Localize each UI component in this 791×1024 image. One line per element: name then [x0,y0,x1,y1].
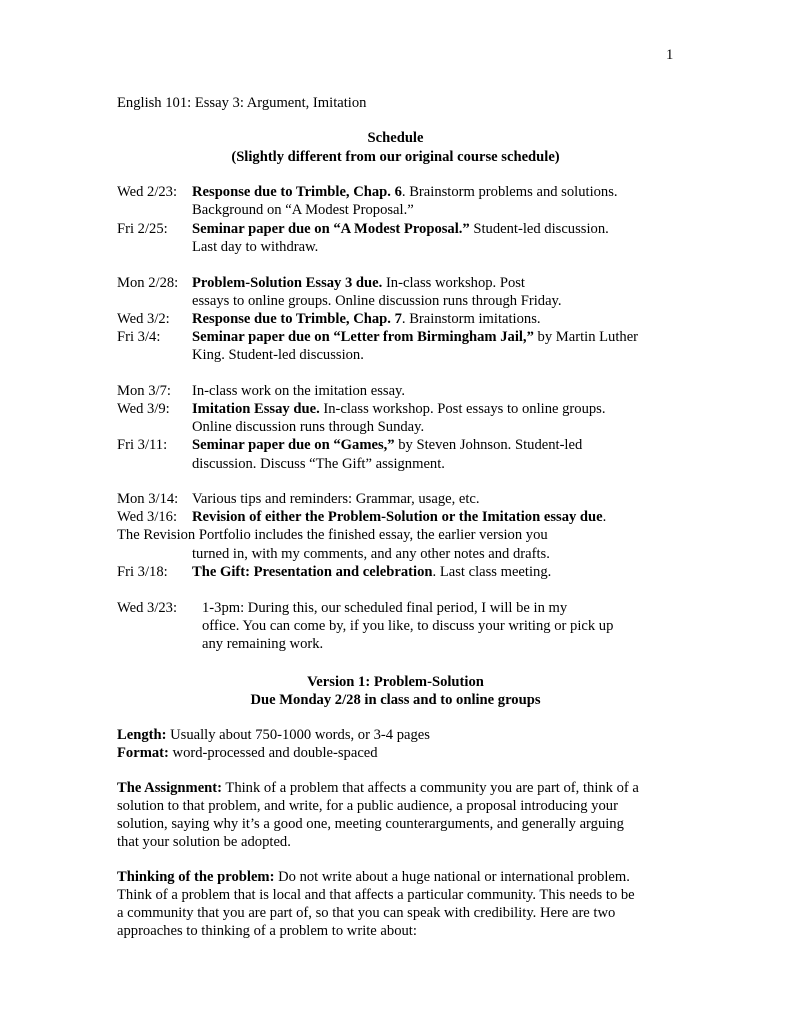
schedule-text-bold: The Gift: Presentation and celebration [192,564,433,580]
schedule-subtitle: (Slightly different from our original course schedule) [231,149,560,165]
schedule-text-plain: Student-led discussion. [469,221,609,237]
schedule-text-bold: Seminar paper due on “Games,” [192,437,395,453]
schedule-date: Mon 3/7: [117,383,171,399]
version-subtitle: Due Monday 2/28 in class and to online groups [250,692,541,708]
assignment-line-3: solution, saying why it’s a good one, meeting counterarguments, and generally arguing [117,816,624,832]
schedule-text-plain: In-class workshop. Post [382,275,525,291]
schedule-date: Wed 2/23: [117,184,178,200]
schedule-text [202,617,613,635]
schedule-text-plain: In-class workshop. Post essays to online groups. [319,401,606,417]
schedule-text-bold: Problem-Solution Essay 3 due. [192,275,383,291]
schedule-text-plain: by Martin Luther [533,329,639,345]
version-title: Version 1: Problem-Solution [307,674,484,690]
schedule-text [192,436,582,454]
schedule-text-plain: turned in, with my comments, and any other notes and drafts. [192,546,550,562]
thinking-line-1 [117,868,630,886]
length-line [117,726,430,744]
schedule-text-plain: King. Student-led discussion. [192,347,364,363]
schedule-date: Fri 3/11: [117,437,168,453]
schedule-text-plain: discussion. Discuss “The Gift” assignment. [192,456,445,472]
schedule-text-plain: office. You can come by, if you like, to discuss your writing or pick up [202,618,614,634]
schedule-date: Fri 3/18: [117,564,168,580]
schedule-text-bold: Response due to Trimble, Chap. 7 [192,311,402,327]
schedule-text [192,455,445,473]
schedule-text [192,201,414,219]
length-text: Usually about 750-1000 words, or 3-4 pages [166,727,430,743]
schedule-date: Mon 3/14: [117,491,179,507]
schedule-text [192,328,638,346]
schedule-text-plain: Background on “A Modest Proposal.” [192,202,414,218]
schedule-text [202,635,323,653]
schedule-text-plain: . Brainstorm problems and solutions. [401,184,618,200]
schedule-text-plain: Various tips and reminders: Grammar, usage, etc. [192,491,480,507]
schedule-text [192,220,609,238]
schedule-text-bold: Seminar paper due on “Letter from Birmingham Jail,” [192,329,534,345]
page-number: 1 [666,47,674,63]
schedule-date: Mon 2/28: [117,275,179,291]
schedule-text [192,490,480,508]
assignment-line-1 [117,779,639,797]
schedule-text [192,418,424,436]
schedule-date: Fri 2/25: [117,221,168,237]
assignment-line-2: solution to that problem, and write, for a public audience, a proposal introducing your [117,798,618,814]
assignment-label: The Assignment: [117,780,223,796]
schedule-text-plain: The Revision Portfolio includes the finished essay, the earlier version you [117,527,548,543]
schedule-text-plain: by Steven Johnson. Student-led [394,437,583,453]
schedule-text-plain: In-class work on the imitation essay. [192,383,406,399]
format-label: Format: [117,745,169,761]
schedule-text-plain: any remaining work. [202,636,324,652]
schedule-text-plain: Online discussion runs through Sunday. [192,419,425,435]
schedule-text-plain: . Last class meeting. [432,564,552,580]
schedule-date: Wed 3/9: [117,401,170,417]
schedule-text [192,183,618,201]
thinking-text: Do not write about a huge national or international problem. [274,869,630,885]
schedule-text-plain: Last day to withdraw. [192,239,319,255]
assignment-text: Think of a problem that affects a community you are part of, think of a [222,780,639,796]
schedule-text [192,400,606,418]
schedule-text [192,346,364,364]
schedule-text [192,563,551,581]
schedule-text [192,545,550,563]
thinking-line-2: Think of a problem that is local and that affects a particular community. This needs to be [117,887,635,903]
schedule-text-plain: . [602,509,607,525]
schedule-text [192,292,562,310]
schedule-text-plain: . Brainstorm imitations. [401,311,541,327]
schedule-date: Wed 3/16: [117,509,178,525]
schedule-text [192,508,606,526]
schedule-text [192,382,405,400]
document-header: English 101: Essay 3: Argument, Imitation [117,95,367,111]
length-label: Length: [117,727,167,743]
schedule-text-bold: Seminar paper due on “A Modest Proposal.” [192,221,470,237]
schedule-date: Wed 3/23: [117,600,178,616]
format-text: word-processed and double-spaced [168,745,378,761]
schedule-text [117,526,548,544]
schedule-text-plain: 1-3pm: During this, our scheduled final period, I will be in my [202,600,568,616]
assignment-line-4: that your solution be adopted. [117,834,291,850]
schedule-text [192,238,318,256]
schedule-text [192,310,541,328]
schedule-text-bold: Revision of either the Problem-Solution or the Imitation essay due [192,509,603,525]
schedule-text [192,274,525,292]
schedule-title: Schedule [367,130,424,146]
format-line [117,744,378,762]
thinking-line-3: a community that you are part of, so that you can speak with credibility. Here are two [117,905,616,921]
schedule-date: Fri 3/4: [117,329,161,345]
schedule-text [202,599,567,617]
schedule-text-bold: Imitation Essay due. [192,401,320,417]
schedule-text-bold: Response due to Trimble, Chap. 6 [192,184,402,200]
schedule-date: Wed 3/2: [117,311,170,327]
thinking-line-4: approaches to thinking of a problem to write about: [117,923,417,939]
schedule-text-plain: essays to online groups. Online discussion runs through Friday. [192,293,562,309]
thinking-label: Thinking of the problem: [117,869,275,885]
